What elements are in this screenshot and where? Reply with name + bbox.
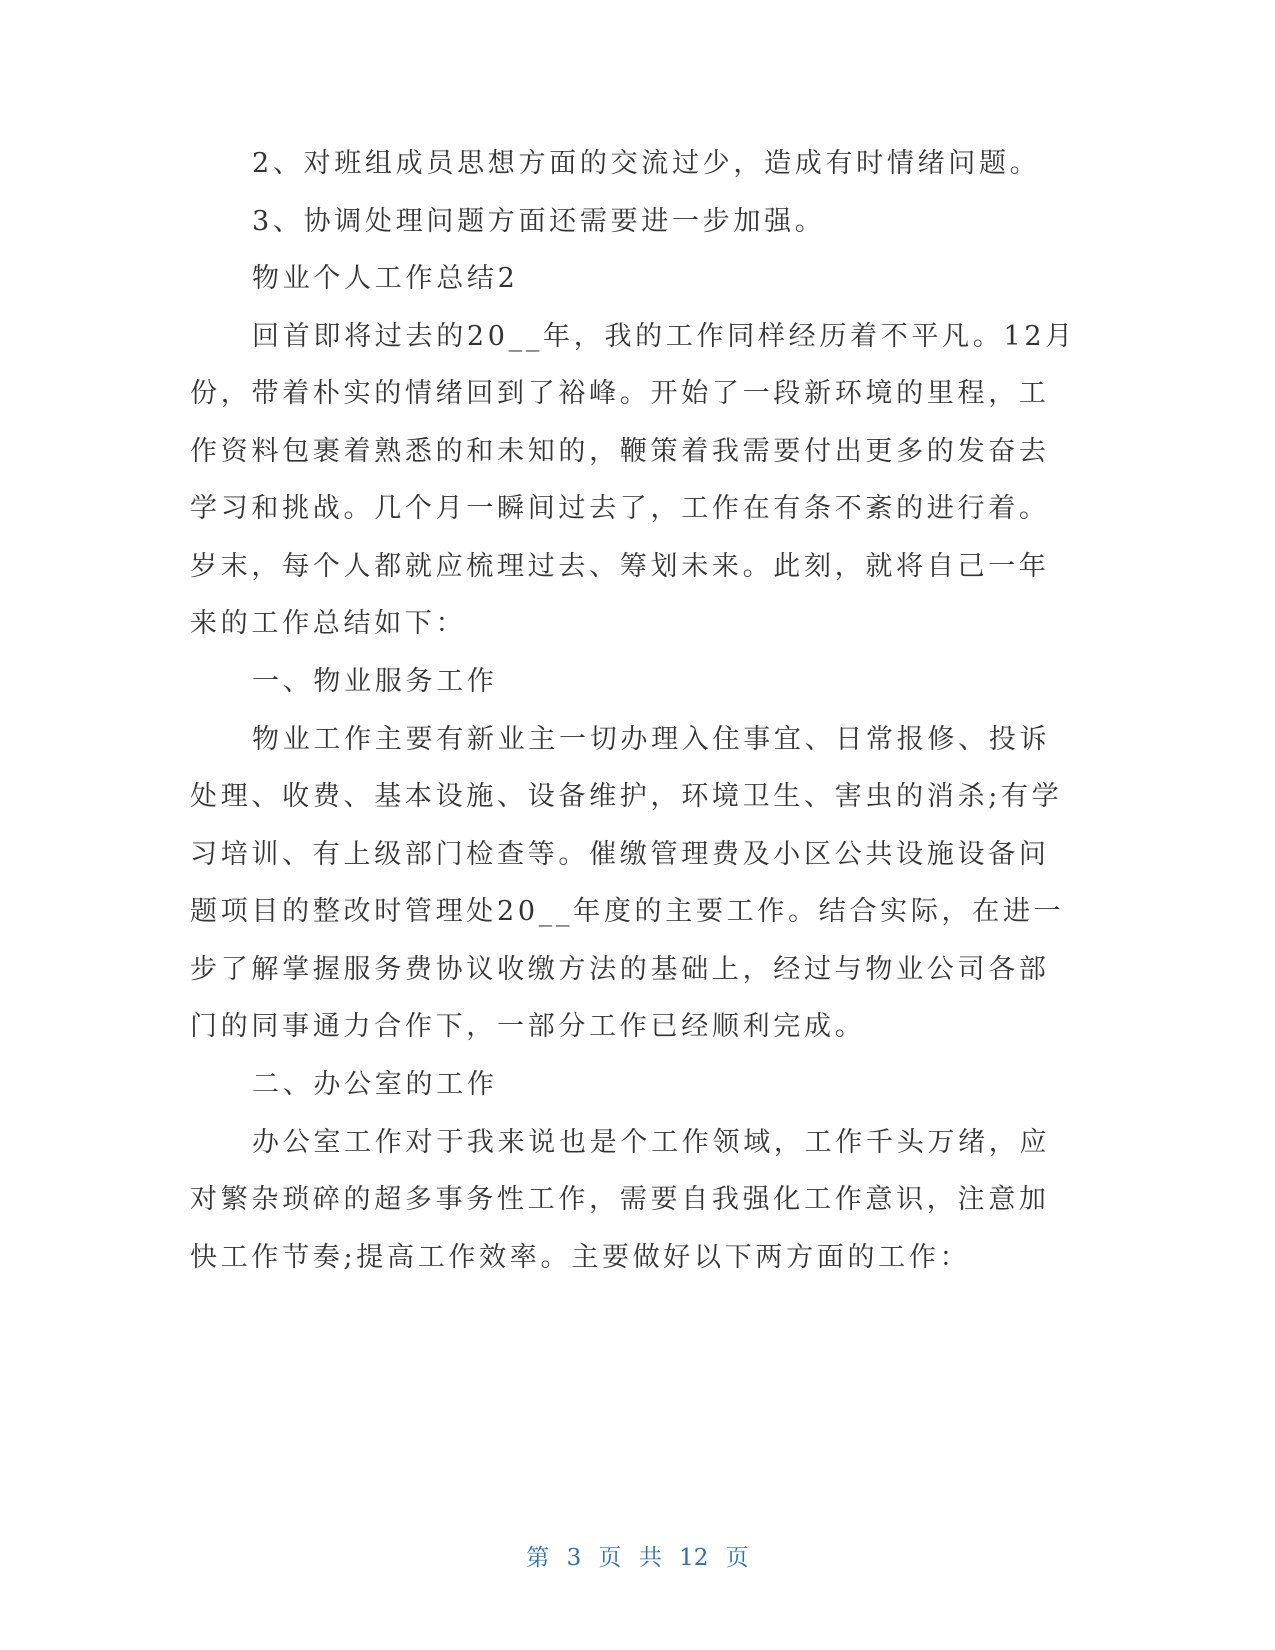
paragraph-line: 快工作节奏;提高工作效率。主要做好以下两方面的工作： (190, 1242, 971, 1273)
paragraph-line: 处理、收费、基本设施、设备维护，环境卫生、害虫的消杀;有学 (190, 781, 1063, 812)
list-item-2: 2、对班组成员思想方面的交流过少，造成有时情绪问题。 (252, 148, 1041, 179)
paragraph-line: 岁末，每个人都就应梳理过去、筹划未来。此刻，就将自己一年 (190, 551, 1050, 582)
subheading: 二、办公室的工作 (252, 1069, 498, 1100)
paragraph-line: 份，带着朴实的情绪回到了裕峰。开始了一段新环境的里程，工 (190, 378, 1050, 409)
paragraph-line: 来的工作总结如下： (190, 608, 467, 639)
paragraph-line: 物业工作主要有新业主一切办理入住事宜、日常报修、投诉 (252, 724, 1051, 755)
paragraph-line: 对繁杂琐碎的超多事务性工作，需要自我强化工作意识，注意加 (190, 1184, 1050, 1215)
paragraph-line: 办公室工作对于我来说也是个工作领域，工作千头万绪，应 (252, 1127, 1051, 1158)
paragraph-line: 回首即将过去的20__年，我的工作同样经历着不平凡。12月 (252, 321, 1077, 352)
page-footer: 第 3 页 共 12 页 (526, 1545, 749, 1571)
section-title: 物业个人工作总结2 (252, 263, 519, 294)
paragraph-line: 习培训、有上级部门检查等。催缴管理费及小区公共设施设备问 (190, 839, 1050, 870)
list-item-3: 3、协调处理问题方面还需要进一步加强。 (252, 206, 826, 237)
paragraph-line: 步了解掌握服务费协议收缴方法的基础上，经过与物业公司各部 (190, 954, 1050, 985)
paragraph-line: 门的同事通力合作下，一部分工作已经顺利完成。 (190, 1011, 866, 1042)
subheading: 一、物业服务工作 (252, 666, 498, 697)
paragraph-line: 作资料包裹着熟悉的和未知的，鞭策着我需要付出更多的发奋去 (190, 436, 1050, 467)
paragraph-line: 题项目的整改时管理处20__年度的主要工作。结合实际，在进一 (190, 896, 1065, 927)
paragraph-line: 学习和挑战。几个月一瞬间过去了，工作在有条不紊的进行着。 (190, 493, 1050, 524)
